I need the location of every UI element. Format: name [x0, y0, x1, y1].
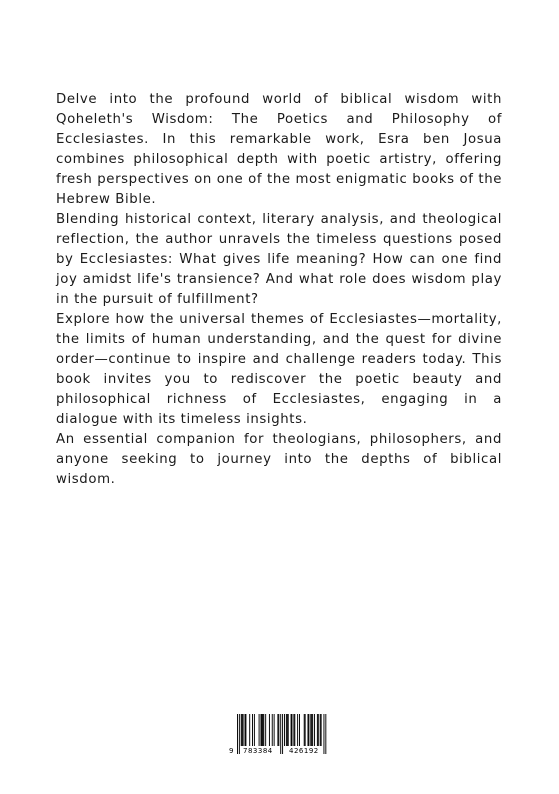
barcode-guard-bar — [280, 714, 281, 754]
barcode-bar — [305, 714, 306, 746]
barcode-bar — [278, 714, 279, 746]
barcode-bar — [287, 714, 288, 746]
barcode-bar — [261, 714, 262, 746]
barcode-bar — [274, 714, 275, 746]
barcode-bar — [245, 714, 246, 746]
barcode-bar — [243, 714, 244, 746]
barcode-bar — [312, 714, 313, 746]
barcode-bar — [272, 714, 273, 746]
barcode-bar — [291, 714, 292, 746]
barcode-bar — [265, 714, 266, 746]
barcode-bar — [292, 714, 293, 746]
barcode-bar — [294, 714, 295, 746]
barcode-bar — [277, 714, 278, 746]
barcode-left-group: 783384 — [243, 747, 273, 755]
blurb-paragraph-4: An essential companion for theologians, philosophers, and anyone seeking to journey into the depths of biblical wisdom. — [56, 432, 502, 487]
barcode-bar — [261, 714, 262, 746]
back-cover-blurb — [56, 90, 502, 490]
barcode-bar — [304, 714, 305, 746]
barcode-bar — [284, 714, 285, 746]
barcode-bar — [320, 714, 321, 746]
barcode-bar — [314, 714, 315, 746]
barcode-bar — [286, 714, 287, 746]
barcode-bar — [262, 714, 263, 746]
barcode-right-group: 426192 — [289, 747, 319, 755]
blurb-paragraph-2: Blending historical context, literary analysis, and theological reflection, the author unravels the timeless questions posed by Ecclesiastes: What gives life meaning? How can one find joy amidst life's transience? And what role does wisdom play in the pursuit of fulfillment? — [56, 212, 502, 307]
blurb-paragraph-1: Delve into the profound world of biblical wisdom with Qoheleth's Wisdom: The Poetics and Philosophy of Ecclesiastes. In this remarkable work, Esra ben Josua combines philosophical depth with poetic artistry, offering fresh perspectives on one of the most enigmatic books of the Hebrew Bible. — [56, 92, 502, 207]
barcode-bar — [269, 714, 270, 746]
barcode-first-digit: 9 — [229, 747, 234, 755]
barcode-guard-bar — [282, 714, 283, 754]
barcode-bar — [263, 714, 264, 746]
barcode-bar — [317, 714, 318, 746]
barcode-bar — [259, 714, 260, 746]
barcode-bar — [308, 714, 309, 746]
barcode-bar — [241, 714, 242, 746]
barcode-guard-bar — [325, 714, 326, 754]
barcode-bar — [310, 714, 311, 746]
barcode-bar — [249, 714, 250, 746]
barcode-bar — [288, 714, 289, 746]
barcode-bar — [254, 714, 255, 746]
barcode-bar — [297, 714, 298, 746]
barcode-bar — [311, 714, 312, 746]
barcode-bar — [299, 714, 300, 746]
barcode-bar — [293, 714, 294, 746]
barcode-bar — [321, 714, 322, 746]
barcode-guard-bar — [237, 714, 238, 754]
barcode-bar — [242, 714, 243, 746]
barcode-bar — [245, 714, 246, 746]
barcode-bar — [308, 714, 309, 746]
barcode-bar — [252, 714, 253, 746]
barcode-guard-bar — [323, 714, 324, 754]
barcode-bar — [318, 714, 319, 746]
isbn-barcode — [229, 714, 331, 758]
blurb-paragraph-3: Explore how the universal themes of Ecclesiastes—mortality, the limits of human understanding, and the quest for divine order—continue to inspire and challenge readers today. This book invites you to rediscover the poetic beauty and philosophical richness of Ecclesiastes, engaging in a dialogue with its timeless insights. — [56, 312, 502, 427]
barcode-guard-bar — [239, 714, 240, 754]
